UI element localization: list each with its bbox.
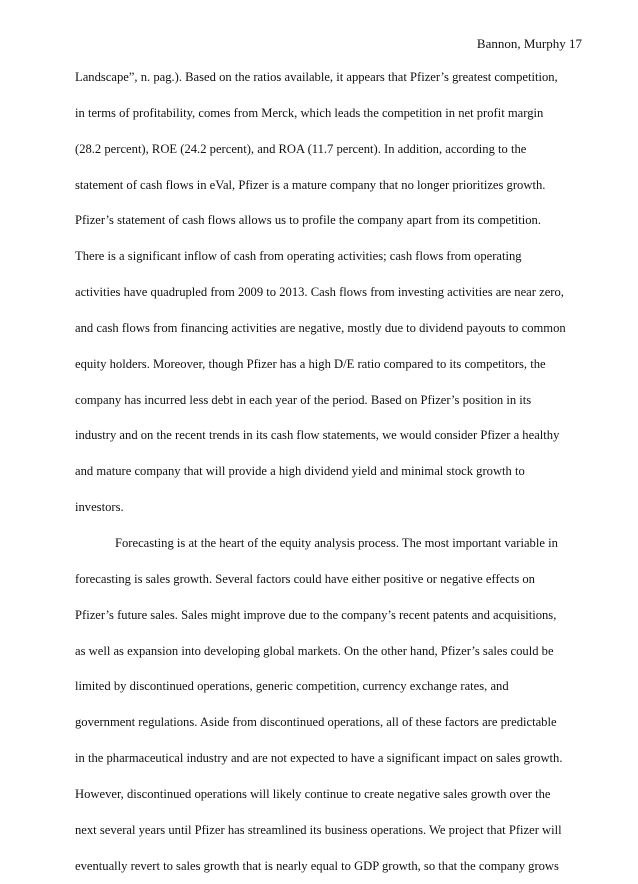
text-line: in the pharmaceutical industry and are not expected to have a significant impact on sales growth. <box>75 751 563 766</box>
text-line: and mature company that will provide a high dividend yield and minimal stock growth to <box>75 464 525 479</box>
text-line: eventually revert to sales growth that is nearly equal to GDP growth, so that the company grows <box>75 858 559 873</box>
running-head: Bannon, Murphy 17 <box>476 36 582 51</box>
text-line: Pfizer’s statement of cash flows allows us to profile the company apart from its competition. <box>75 213 541 228</box>
text-line: limited by discontinued operations, generic competition, currency exchange rates, and <box>75 679 509 694</box>
text-line: forecasting is sales growth. Several factors could have either positive or negative effects on <box>75 571 535 586</box>
text-line: Pfizer’s future sales. Sales might improve due to the company’s recent patents and acquisitions, <box>75 607 557 622</box>
text-line: Landscape”, n. pag.). Based on the ratios available, it appears that Pfizer’s greatest competition, <box>75 70 558 84</box>
text-line: in terms of profitability, comes from Merck, which leads the competition in net profit margin <box>75 105 544 120</box>
text-line: industry and on the recent trends in its cash flow statements, we would consider Pfizer a healthy <box>75 428 560 443</box>
text-line: There is a significant inflow of cash from operating activities; cash flows from operating <box>75 249 522 264</box>
text-line: investors. <box>75 500 124 515</box>
text-line: However, discontinued operations will likely continue to create negative sales growth over the <box>75 786 551 801</box>
text-line: statement of cash flows in eVal, Pfizer is a mature company that no longer prioritizes growth. <box>75 177 546 192</box>
text-line: (28.2 percent), ROE (24.2 percent), and ROA (11.7 percent). In addition, according to the <box>75 141 527 156</box>
text-line: activities have quadrupled from 2009 to 2013. Cash flows from investing activities are near zero, <box>75 285 564 300</box>
paragraph-first-line: Forecasting is at the heart of the equity analysis process. The most important variable in <box>115 535 558 550</box>
text-line: company has incurred less debt in each year of the period. Based on Pfizer’s position in its <box>75 392 532 407</box>
text-line: equity holders. Moreover, though Pfizer has a high D/E ratio compared to its competitors, the <box>75 356 546 371</box>
text-line: next several years until Pfizer has streamlined its business operations. We project that Pfizer will <box>75 822 562 837</box>
text-line: and cash flows from financing activities are negative, mostly due to dividend payouts to common <box>75 320 566 335</box>
text-line: government regulations. Aside from discontinued operations, all of these factors are predictable <box>75 715 557 730</box>
body-text <box>75 60 580 884</box>
text-line: as well as expansion into developing global markets. On the other hand, Pfizer’s sales could be <box>75 643 554 658</box>
